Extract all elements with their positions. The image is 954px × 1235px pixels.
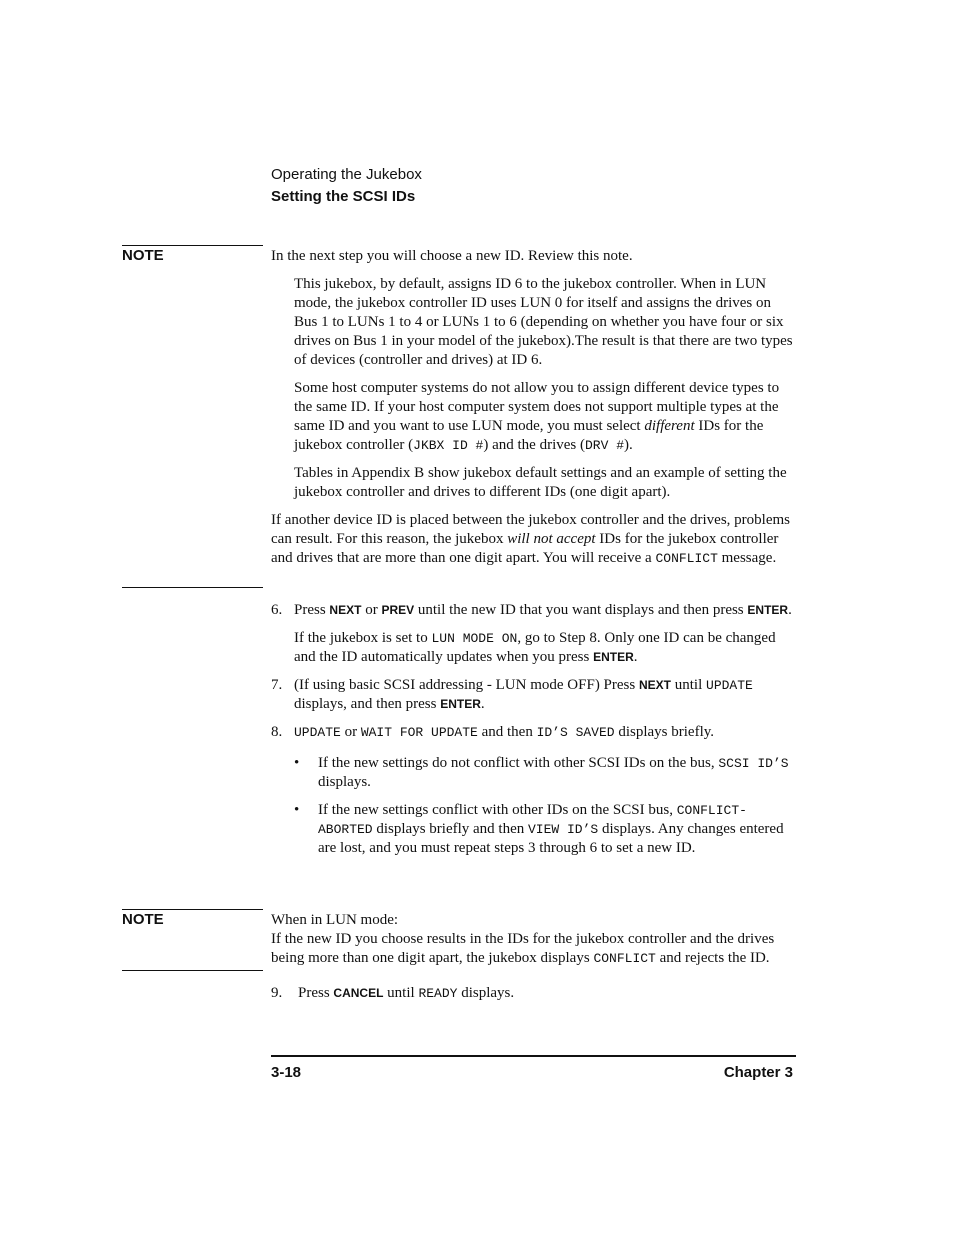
note-paragraph-default-id: This jukebox, by default, assigns ID 6 to the jukebox controller. When in LUN mode, the jukebox controller ID uses LUN 0 for itself and assigns the drives on Bus 1 to LUNs 1 to 4 or LUNs 1 to 6 (depending on whether you have four or six drives on Bus 1 in your model of the jukebox).The result is that there are two types of devices (controller and drives) at ID 6. bbox=[294, 276, 793, 368]
note-paragraph-different-ids: Some host computer systems do not allow you to assign different device types to the same ID. If your host computer system does not support multiple types at the same ID and you want to use LUN mode, you must select different IDs for the jukebox controller (JKBX ID #) and the drives (DRV #). bbox=[294, 380, 780, 453]
step-9 bbox=[271, 984, 796, 1003]
note-body bbox=[271, 911, 796, 968]
step-text: Press CANCEL until READY displays. bbox=[298, 985, 515, 1001]
note-paragraph-conflict: If another device ID is placed between the jukebox controller and the drives, problems can result. For this reason, the jukebox will not accept IDs for the jukebox controller and drives that are more than one digit apart. You will receive a CONFLICT message. bbox=[271, 512, 790, 566]
list-item bbox=[271, 754, 796, 792]
note-top-rule bbox=[122, 909, 263, 910]
note-line: If the new ID you choose results in the IDs for the jukebox controller and the drives being more than one digit apart, the jukebox displays CONFLICT and rejects the ID. bbox=[271, 931, 775, 966]
chapter-label: Chapter 3 bbox=[723, 1064, 793, 1081]
note-label: NOTE bbox=[122, 911, 164, 928]
note-paragraph-appendix: Tables in Appendix B show jukebox default settings and an example of setting the jukebox controller and drives to different IDs (one digit apart). bbox=[294, 465, 787, 500]
bullet-icon: • bbox=[294, 802, 300, 818]
list-item bbox=[271, 801, 796, 858]
step-text: Press NEXT or PREV until the new ID that you want displays and then press ENTER. bbox=[294, 602, 792, 618]
note-intro: In the next step you will choose a new ID. Review this note. bbox=[271, 248, 633, 264]
step-8 bbox=[271, 723, 796, 742]
step-number: 6. bbox=[271, 602, 283, 618]
step-number: 9. bbox=[271, 985, 283, 1001]
step-6 bbox=[271, 601, 796, 667]
note-bottom-rule bbox=[122, 970, 263, 971]
procedure-steps bbox=[271, 601, 796, 858]
note-bottom-rule bbox=[122, 587, 263, 588]
note-line: When in LUN mode: bbox=[271, 912, 399, 928]
footer-rule bbox=[271, 1055, 796, 1057]
step-text: (If using basic SCSI addressing - LUN mode OFF) Press NEXT until UPDATE displays, and then press ENTER. bbox=[294, 677, 753, 712]
page-number: 3-18 bbox=[271, 1064, 302, 1081]
step-number: 8. bbox=[271, 724, 283, 740]
step-text: UPDATE or WAIT FOR UPDATE and then ID’S SAVED displays briefly. bbox=[294, 724, 715, 740]
note-label: NOTE bbox=[122, 247, 164, 264]
note-top-rule bbox=[122, 245, 263, 246]
running-header-subsection: Setting the SCSI IDs bbox=[271, 188, 416, 205]
bullet-text: If the new settings do not conflict with other SCSI IDs on the bus, SCSI ID’S displays. bbox=[318, 755, 789, 790]
step-subparagraph: If the jukebox is set to LUN MODE ON, go to Step 8. Only one ID can be changed and the ID automatically updates when you press ENTER. bbox=[294, 630, 776, 665]
step-number: 7. bbox=[271, 677, 283, 693]
running-header-section: Operating the Jukebox bbox=[271, 166, 422, 183]
note-body bbox=[271, 247, 796, 568]
bullet-icon: • bbox=[294, 755, 300, 771]
step-7 bbox=[271, 676, 796, 714]
procedure-steps bbox=[271, 984, 796, 1003]
bullet-text: If the new settings conflict with other IDs on the SCSI bus, CONFLICT-ABORTED displays briefly and then VIEW ID’S displays. Any changes entered are lost, and you must repeat steps 3 through 6 to set a new ID. bbox=[318, 802, 784, 856]
